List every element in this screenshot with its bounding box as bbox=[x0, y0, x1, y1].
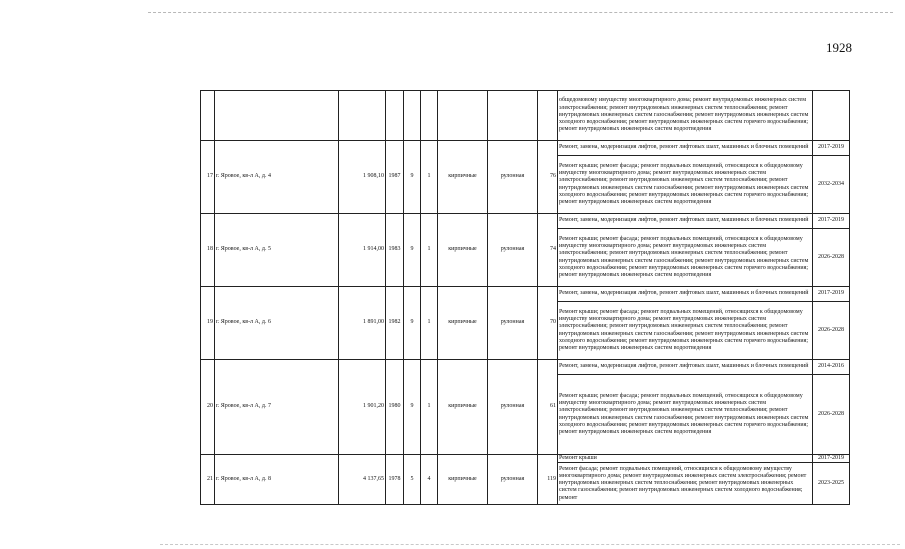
cell-walls: кирпичные bbox=[438, 141, 488, 214]
cell-year bbox=[386, 91, 404, 141]
cell-roof: рулонная bbox=[488, 360, 538, 455]
cell-floors bbox=[404, 91, 421, 141]
cell-num: 17 bbox=[201, 141, 215, 214]
table-row-continued bbox=[201, 91, 850, 141]
cell-address: г. Яровое, кв-л А, д. 7 bbox=[215, 360, 339, 455]
cell-works: Ремонт, замена, модернизация лифтов, ремонт лифтовых шахт, машинных и блочных помещений bbox=[558, 287, 813, 302]
cell-works: Ремонт, замена, модернизация лифтов, ремонт лифтовых шахт, машинных и блочных помещений bbox=[558, 214, 813, 229]
cell-floors: 9 bbox=[404, 141, 421, 214]
table-row bbox=[201, 455, 850, 463]
cell-floors: 9 bbox=[404, 287, 421, 360]
cell-roof: рулонная bbox=[488, 214, 538, 287]
cell-area: 1 901,20 bbox=[339, 360, 386, 455]
cell-period: 2014-2016 bbox=[813, 360, 850, 375]
cell-address: г. Яровое, кв-л А, д. 8 bbox=[215, 455, 339, 505]
cell-entrances: 1 bbox=[421, 214, 438, 287]
cell-roof bbox=[488, 91, 538, 141]
cell-num: 20 bbox=[201, 360, 215, 455]
cell-works: Ремонт крыши; ремонт фасада; ремонт подвальных помещений, относящихся к общедомовому имуществу многоквартирного дома; ремонт внутридомовых инженерных систем электроснабжения; ремонт внутридомовых инженерных систем теплоснабжения; ремонт внутридомовых инженерных систем газоснабжения; ремонт внутридомовых инженерных систем холодного водоснабжения; ремонт внутридомовых инженерных систем горячего водоснабжения; ремонт внутридомовых инженерных систем водоотведения bbox=[558, 302, 813, 360]
cell-entrances: 1 bbox=[421, 287, 438, 360]
cell-num: 19 bbox=[201, 287, 215, 360]
cell-works: Ремонт крыши; ремонт фасада; ремонт подвальных помещений, относящихся к общедомовому имуществу многоквартирного дома; ремонт внутридомовых инженерных систем электроснабжения; ремонт внутридомовых инженерных систем теплоснабжения; ремонт внутридомовых инженерных систем газоснабжения; ремонт внутридомовых инженерных систем холодного водоснабжения; ремонт внутридомовых инженерных систем горячего водоснабжения; ремонт внутридомовых инженерных систем водоотведения bbox=[558, 229, 813, 287]
table-row bbox=[201, 360, 850, 375]
cell-address: г. Яровое, кв-л А, д. 4 bbox=[215, 141, 339, 214]
cell-works: общедомовому имуществу многоквартирного дома; ремонт внутридомовых инженерных систем электроснабжения; ремонт внутридомовых инженерных систем теплоснабжения; ремонт внутридомовых инженерных систем газоснабжения; ремонт внутридомовых инженерных систем холодного водоснабжения; ремонт внутридомовых инженерных систем горячего водоснабжения; ремонт внутридомовых инженерных систем водоотведения bbox=[558, 91, 813, 141]
cell-area: 1 914,00 bbox=[339, 214, 386, 287]
cell-address bbox=[215, 91, 339, 141]
cell-area: 4 137,65 bbox=[339, 455, 386, 505]
cell-entrances: 1 bbox=[421, 360, 438, 455]
cell-period: 2026-2028 bbox=[813, 229, 850, 287]
cell-area: 1 891,00 bbox=[339, 287, 386, 360]
cell-works: Ремонт, замена, модернизация лифтов, ремонт лифтовых шахт, машинных и блочных помещений bbox=[558, 141, 813, 156]
table-row bbox=[201, 141, 850, 156]
cell-walls: кирпичные bbox=[438, 214, 488, 287]
cell-walls: кирпичные bbox=[438, 360, 488, 455]
capital-repair-table bbox=[200, 90, 850, 505]
page-number: 1928 bbox=[826, 40, 852, 55]
cell-period: 2017-2019 bbox=[813, 287, 850, 302]
cell-num: 18 bbox=[201, 214, 215, 287]
cell-wear: 61 bbox=[538, 360, 558, 455]
cell-floors: 9 bbox=[404, 214, 421, 287]
cell-works: Ремонт, замена, модернизация лифтов, ремонт лифтовых шахт, машинных и блочных помещений bbox=[558, 360, 813, 375]
cell-num bbox=[201, 91, 215, 141]
cell-roof: рулонная bbox=[488, 287, 538, 360]
cell-walls: кирпичные bbox=[438, 455, 488, 505]
cell-period: 2017-2019 bbox=[813, 214, 850, 229]
cell-works: Ремонт крыши; ремонт фасада; ремонт подвальных помещений, относящихся к общедомовому имуществу многоквартирного дома; ремонт внутридомовых инженерных систем электроснабжения; ремонт внутридомовых инженерных систем теплоснабжения; ремонт внутридомовых инженерных систем газоснабжения; ремонт внутридомовых инженерных систем холодного водоснабжения; ремонт внутридомовых инженерных систем горячего водоснабжения; ремонт внутридомовых инженерных систем водоотведения bbox=[558, 156, 813, 214]
cell-period: 2026-2028 bbox=[813, 375, 850, 455]
cell-works: Ремонт крыши; ремонт фасада; ремонт подвальных помещений, относящихся к общедомовому имуществу многоквартирного дома; ремонт внутридомовых инженерных систем электроснабжения; ремонт внутридомовых инженерных систем теплоснабжения; ремонт внутридомовых инженерных систем газоснабжения; ремонт внутридомовых инженерных систем холодного водоснабжения; ремонт внутридомовых инженерных систем горячего водоснабжения; ремонт внутридомовых инженерных систем водоотведения bbox=[558, 375, 813, 455]
cell-period: 2026-2028 bbox=[813, 302, 850, 360]
table-row bbox=[201, 214, 850, 229]
table-row bbox=[201, 287, 850, 302]
cell-wear: 119 bbox=[538, 455, 558, 505]
cell-year: 1983 bbox=[386, 214, 404, 287]
cell-entrances: 1 bbox=[421, 141, 438, 214]
cell-year: 1987 bbox=[386, 141, 404, 214]
cell-num: 21 bbox=[201, 455, 215, 505]
scan-top-edge bbox=[148, 12, 893, 13]
cell-period: 2023-2025 bbox=[813, 463, 850, 505]
cell-walls bbox=[438, 91, 488, 141]
cell-year: 1982 bbox=[386, 287, 404, 360]
cell-walls: кирпичные bbox=[438, 287, 488, 360]
scan-bottom-edge bbox=[160, 544, 900, 545]
cell-year: 1980 bbox=[386, 360, 404, 455]
cell-works: Ремонт фасада; ремонт подвальных помещений, относящихся к общедомовому имуществу многоквартирного дома; ремонт внутридомовых инженерных систем электроснабжения; ремонт внутридомовых инженерных систем теплоснабжения; ремонт внутридомовых инженерных систем газоснабжения; ремонт внутридомовых инженерных систем холодного водоснабжения; ремонт bbox=[558, 463, 813, 505]
cell-period: 2032-2034 bbox=[813, 156, 850, 214]
cell-area: 1 908,10 bbox=[339, 141, 386, 214]
cell-wear: 70 bbox=[538, 287, 558, 360]
cell-roof: рулонная bbox=[488, 141, 538, 214]
cell-entrances: 4 bbox=[421, 455, 438, 505]
cell-area bbox=[339, 91, 386, 141]
cell-wear bbox=[538, 91, 558, 141]
cell-year: 1978 bbox=[386, 455, 404, 505]
cell-floors: 9 bbox=[404, 360, 421, 455]
cell-period bbox=[813, 91, 850, 141]
cell-floors: 5 bbox=[404, 455, 421, 505]
cell-roof: рулонная bbox=[488, 455, 538, 505]
cell-address: г. Яровое, кв-л А, д. 5 bbox=[215, 214, 339, 287]
cell-period: 2017-2019 bbox=[813, 141, 850, 156]
cell-entrances bbox=[421, 91, 438, 141]
cell-wear: 76 bbox=[538, 141, 558, 214]
cell-works: Ремонт крыши bbox=[558, 455, 813, 463]
cell-address: г. Яровое, кв-л А, д. 6 bbox=[215, 287, 339, 360]
cell-wear: 74 bbox=[538, 214, 558, 287]
cell-period: 2017-2019 bbox=[813, 455, 850, 463]
